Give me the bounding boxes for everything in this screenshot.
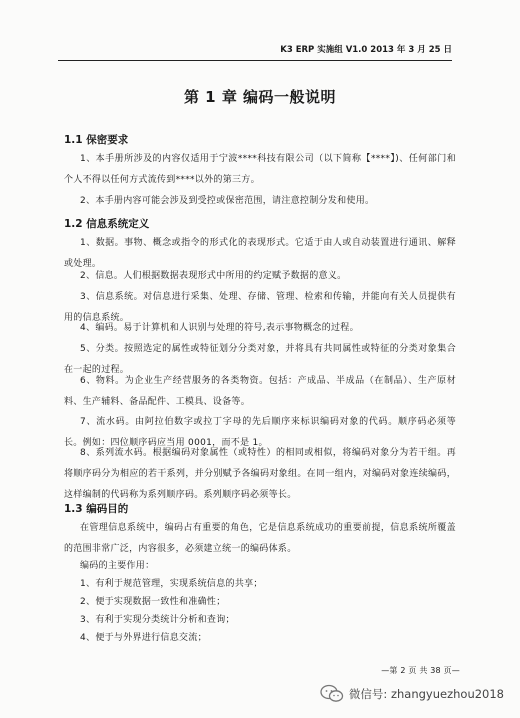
paragraph: 4、编码。易于计算机和人识别与处理的符号,表示事物概念的过程。 <box>80 323 359 333</box>
paragraph: 5、分类。按照选定的属性或特征划分分类对象，并将具有共同属性或特征的分类对象集合在一起的过程。 <box>64 344 456 375</box>
watermark-text: 微信号: zhangyuezhou2018 <box>348 687 504 701</box>
paragraph: 6、物料。为企业生产经营服务的各类物资。包括：产成品、半成品（在制品）、生产原材料、生产辅料、备品配件、工模具、设备等。 <box>64 376 456 407</box>
list-intro: 编码的主要作用： <box>80 561 155 571</box>
list-item: 4、便于与外界进行信息交流； <box>80 633 207 643</box>
list-item: 2、便于实现数据一致性和准确性； <box>80 597 226 607</box>
watermark <box>320 684 504 704</box>
page-header: K3 ERP 实施组 V1.0 2013 年 3 月 25 日 <box>58 44 452 61</box>
paragraph: 7、流水码。由阿拉伯数字或拉丁字母的先后顺序来标识编码对象的代码。顺序码必须等长。例如：四位顺序码应当用 0001，而不是 1。 <box>64 417 456 448</box>
chapter-title: 第 1 章 编码一般说明 <box>183 88 337 106</box>
paragraph: 8、系列流水码。根据编码对象属性（或特性）的相同或相似，将编码对象分为若干组。再将顺序码分为相应的若干系列，并分别赋予各编码对象组。在同一组内，对编码对象连续编码，这样编制的代码称为系列顺序码。系列顺序码必须等长。 <box>64 448 456 500</box>
page-number: —第 2 页 共 38 页— <box>381 666 460 675</box>
paragraph: 2、本手册内容可能会涉及到受控或保密范围，请注意控制分发和使用。 <box>80 196 375 206</box>
paragraph: 3、信息系统。对信息进行采集、处理、存储、管理、检索和传输，并能向有关人员提供有用的信息系统。 <box>64 292 456 323</box>
wechat-icon <box>320 684 344 704</box>
list-item: 3、有利于实现分类统计分析和查询； <box>80 615 235 625</box>
paragraph: 1、本手册所涉及的内容仅适用于宁波****科技有限公司（以下简称【****】)、任何部门和个人不得以任何方式流传到****以外的第三方。 <box>64 154 456 185</box>
list-item: 1、有利于规范管理，实现系统信息的共享； <box>80 579 263 589</box>
section-heading-1-2: 1.2 信息系统定义 <box>64 218 150 230</box>
section-heading-1-3: 1.3 编码目的 <box>64 503 129 515</box>
paragraph: 在管理信息系统中，编码占有重要的角色，它是信息系统成功的重要前提，信息系统所覆盖的范围非常广泛，内容很多，必须建立统一的编码体系。 <box>64 523 456 554</box>
paragraph: 1、数据。事物、概念或指令的形式化的表现形式。它适于由人或自动装置进行通讯、解释或处理。 <box>64 238 456 269</box>
paragraph: 2、信息。人们根据数据表现形式中所用的约定赋予数据的意义。 <box>80 271 347 281</box>
section-heading-1-1: 1.1 保密要求 <box>64 134 129 146</box>
